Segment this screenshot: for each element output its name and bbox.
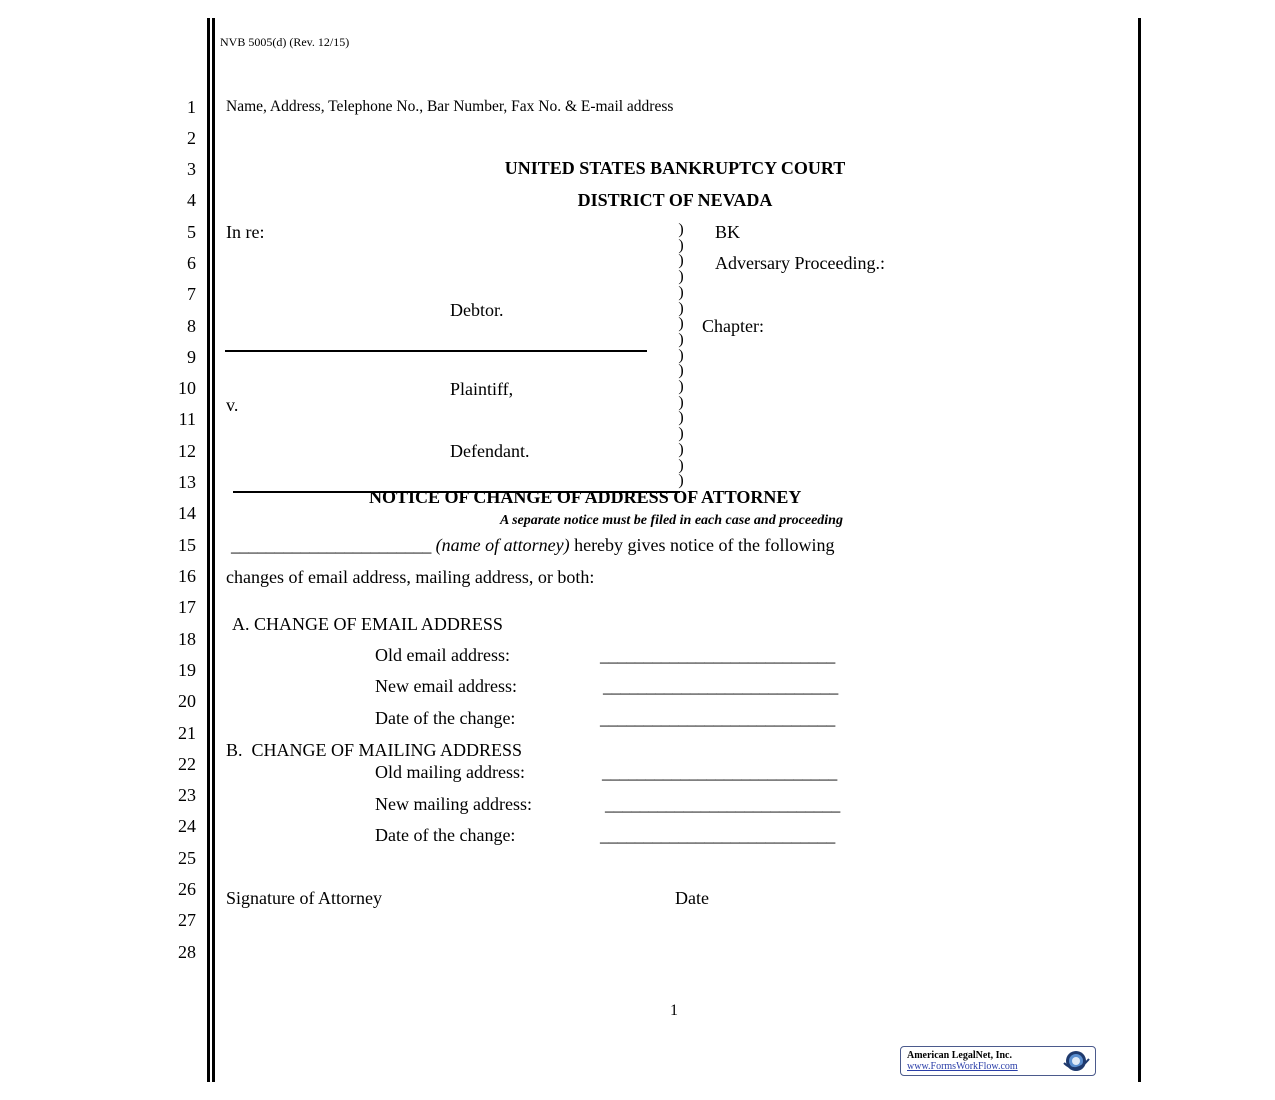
adversary-proceeding-label: Adversary Proceeding.:: [715, 253, 885, 273]
line-number: 5: [187, 222, 196, 242]
court-name: UNITED STATES BANKRUPTCY COURT: [504, 158, 846, 178]
logo-website-link[interactable]: www.FormsWorkFlow.com: [907, 1061, 1018, 1072]
line-number: 28: [178, 942, 196, 962]
line-number: 12: [178, 441, 196, 461]
old-mailing-blank[interactable]: ___________________________: [602, 762, 837, 782]
line-number: 25: [178, 848, 196, 868]
mailing-change-date-blank[interactable]: ___________________________: [600, 825, 835, 845]
line-number: 22: [178, 754, 196, 774]
line-number: 10: [178, 378, 196, 398]
line-number: 2: [187, 128, 196, 148]
line-number: 8: [187, 316, 196, 336]
defendant-label: Defendant.: [450, 441, 530, 461]
line-number: 11: [178, 409, 196, 429]
globe-icon: [1058, 1049, 1092, 1073]
logo-company: American LegalNet, Inc.: [907, 1050, 1012, 1061]
email-change-date-label: Date of the change:: [375, 708, 516, 728]
email-change-date-blank[interactable]: ___________________________: [600, 708, 835, 728]
old-email-blank[interactable]: ___________________________: [600, 645, 835, 665]
line-number: 3: [187, 159, 196, 179]
signature-label: Signature of Attorney: [226, 888, 382, 908]
notice-intro-line-1: [231, 534, 835, 556]
bk-label: BK: [715, 222, 741, 242]
new-email-label: New email address:: [375, 676, 517, 696]
chapter-label: Chapter:: [702, 316, 764, 336]
line-number: 19: [178, 660, 196, 680]
page-number: 1: [670, 1002, 678, 1019]
attorney-name-blank[interactable]: _______________________: [231, 535, 432, 555]
plaintiff-label: Plaintiff,: [450, 379, 514, 399]
old-mailing-label: Old mailing address:: [375, 762, 525, 782]
mailing-change-date-label: Date of the change:: [375, 825, 516, 845]
line-number: 1: [187, 97, 196, 117]
line-number: 7: [187, 284, 196, 304]
attorney-info-header: Name, Address, Telephone No., Bar Number, Fax No. & E-mail address: [226, 98, 674, 115]
signature-date-label: Date: [675, 888, 709, 908]
line-number: 15: [178, 535, 196, 555]
old-email-label: Old email address:: [375, 645, 510, 665]
line-number: 23: [178, 785, 196, 805]
notice-intro-rest: hereby gives notice of the following: [574, 535, 835, 555]
line-number: 9: [187, 347, 196, 367]
line-number: 27: [178, 910, 196, 930]
section-a-heading: A. CHANGE OF EMAIL ADDRESS: [232, 614, 503, 634]
line-number: 14: [178, 503, 196, 523]
line-number: 24: [178, 816, 196, 836]
notice-subtitle: A separate notice must be filed in each case and proceeding: [500, 513, 843, 528]
versus-label: v.: [226, 395, 239, 415]
line-number: 6: [187, 253, 196, 273]
notice-intro-line-2: changes of email address, mailing address, or both:: [226, 567, 595, 587]
line-number: 20: [178, 691, 196, 711]
section-b-heading: B. CHANGE OF MAILING ADDRESS: [226, 740, 523, 760]
line-number: 17: [178, 597, 196, 617]
american-legalnet-logo[interactable]: [900, 1046, 1096, 1076]
caption-parentheses: ) ) ) ) ) ) ) ) ) ) ) ) ) ) ) ) ): [678, 221, 684, 490]
form-code: NVB 5005(d) (Rev. 12/15): [220, 35, 350, 49]
line-number: 21: [178, 723, 196, 743]
debtor-label: Debtor.: [450, 300, 504, 320]
line-number: 13: [178, 472, 196, 492]
line-number: 26: [178, 879, 196, 899]
attorney-name-placeholder: (name of attorney): [435, 535, 570, 555]
court-district: DISTRICT OF NEVADA: [577, 190, 773, 210]
line-number: 16: [178, 566, 196, 586]
line-number: 4: [187, 190, 196, 210]
caption-divider: [225, 350, 647, 352]
new-mailing-blank[interactable]: ___________________________: [605, 794, 840, 814]
new-email-blank[interactable]: ___________________________: [603, 676, 838, 696]
new-mailing-label: New mailing address:: [375, 794, 532, 814]
in-re-label: In re:: [226, 222, 265, 242]
line-number: 18: [178, 629, 196, 649]
notice-title: NOTICE OF CHANGE OF ADDRESS OF ATTORNEY: [369, 487, 802, 507]
